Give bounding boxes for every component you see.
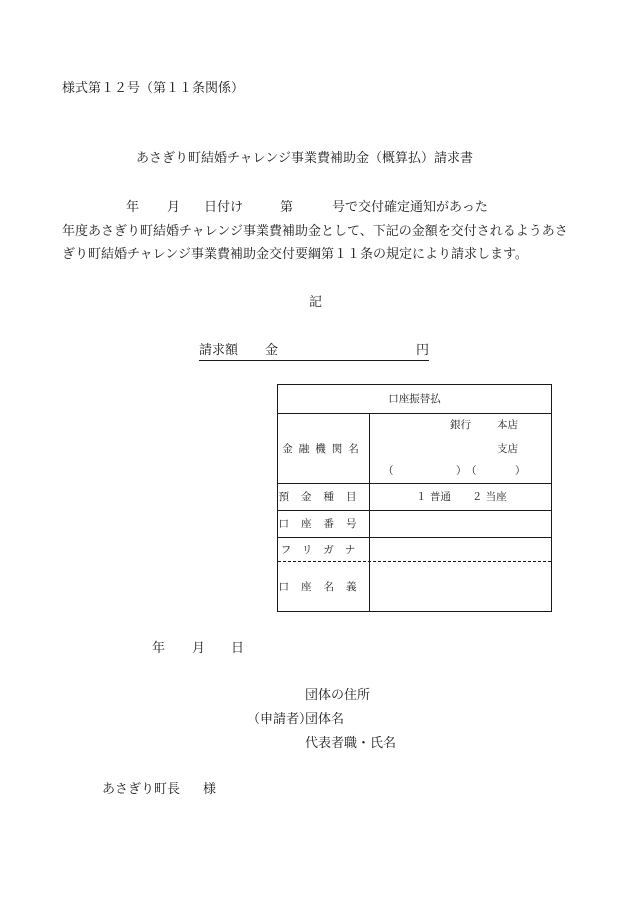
account-number-label: 口座番号 bbox=[278, 518, 369, 530]
request-amount-underline bbox=[199, 360, 429, 361]
request-amount-kin: 金 bbox=[265, 343, 279, 358]
paren-left-open: （ bbox=[383, 465, 394, 477]
institution-label: 金融機関名 bbox=[282, 442, 365, 455]
notice-year: 年 bbox=[126, 200, 140, 215]
addressee-sama: 様 bbox=[203, 782, 217, 797]
notice-dai: 第 bbox=[280, 200, 294, 215]
account-holder-label: 口座名義 bbox=[278, 580, 369, 593]
bank-table-divider bbox=[369, 413, 370, 611]
applicant-representative-label: 代表者職・氏名 bbox=[305, 736, 397, 751]
date-month: 月 bbox=[192, 641, 206, 656]
notice-day-dated: 日付け bbox=[204, 200, 244, 215]
bank-table-header: 口座振替払 bbox=[388, 393, 441, 405]
deposit-type-options: １ 普通 ２ 当座 bbox=[416, 491, 507, 503]
date-day: 日 bbox=[231, 641, 245, 656]
head-office-suffix: 本店 bbox=[497, 419, 518, 431]
furigana-label: フリガナ bbox=[280, 543, 367, 556]
bank-suffix: 銀行 bbox=[450, 419, 471, 431]
applicant-group-name-label: 団体名 bbox=[305, 712, 345, 727]
applicant-tag: （申請者） bbox=[247, 712, 313, 727]
addressee-town-mayor: あさぎり町長 bbox=[102, 782, 181, 797]
paren-right-open: （ bbox=[466, 465, 477, 477]
body-line-2: ぎり町結婚チャレンジ事業費補助金交付要綱第１１条の規定により請求します。 bbox=[62, 247, 528, 262]
notice-month: 月 bbox=[167, 200, 181, 215]
ki-heading: 記 bbox=[309, 295, 323, 310]
document-title: あさぎり町結婚チャレンジ事業費補助金（概算払）請求書 bbox=[136, 151, 473, 166]
notice-suffix: 号で交付確定通知があった bbox=[332, 200, 488, 215]
request-amount-label: 請求額 bbox=[199, 343, 239, 358]
body-line-1: 年度あさぎり町結婚チャレンジ事業費補助金として、下記の金額を交付されるようあさ bbox=[62, 224, 568, 239]
branch-suffix: 支店 bbox=[497, 443, 518, 455]
request-amount-yen: 円 bbox=[416, 343, 430, 358]
applicant-address-label: 団体の住所 bbox=[305, 688, 371, 703]
date-year: 年 bbox=[152, 641, 166, 656]
form-number: 様式第１２号（第１１条関係） bbox=[62, 81, 245, 96]
paren-right-close: ） bbox=[515, 465, 526, 477]
paren-left-close: ） bbox=[456, 465, 467, 477]
bank-transfer-table bbox=[277, 384, 552, 612]
deposit-type-label: 預金種目 bbox=[278, 491, 369, 503]
